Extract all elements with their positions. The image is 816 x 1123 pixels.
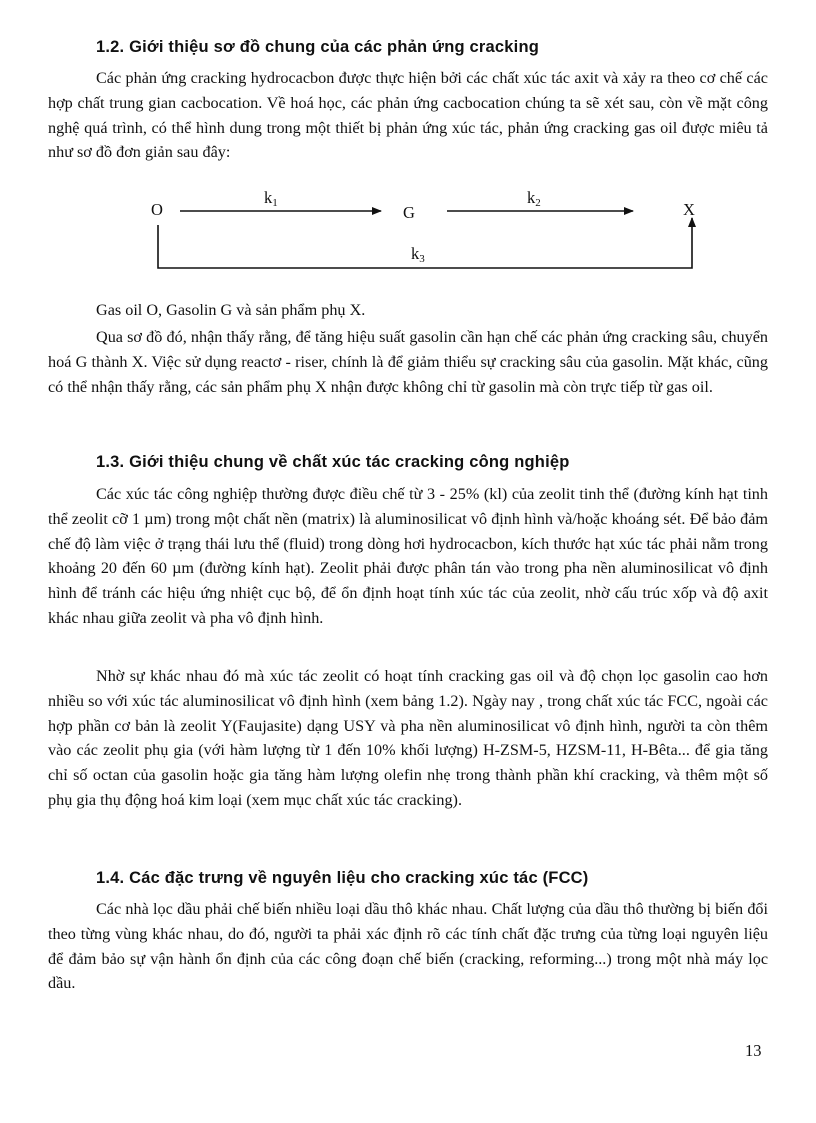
section-heading-1-3: 1.3. Giới thiệu chung về chất xúc tác cracking công nghiệp [96, 453, 570, 471]
rate-constant-k3 [411, 245, 425, 268]
k3-letter: k [411, 244, 420, 263]
k2-letter: k [527, 188, 536, 207]
k1-letter: k [264, 188, 273, 207]
section-heading-1-4: 1.4. Các đặc trưng về nguyên liệu cho cracking xúc tác (FCC) [96, 869, 589, 887]
k2-subscript: 2 [535, 197, 541, 209]
section-heading-1-2: 1.2. Giới thiệu sơ đồ chung của các phản ứng cracking [96, 38, 540, 56]
k3-subscript: 3 [419, 253, 425, 265]
node-byproduct: X [683, 200, 695, 219]
section-1-2-paragraph-2: Qua sơ đồ đó, nhận thấy rằng, để tăng hiệu suất gasolin cần hạn chế các phản ứng cracking sâu, chuyển hoá G thành X. Việc sử dụng reactơ - riser, chính là để giảm thiểu sự cracking sâu của gasolin. Mặt khác, cũng có thể nhận thấy rằng, các sản phẩm phụ X nhận được không chỉ từ gasolin mà còn trực tiếp từ gas oil. [48, 328, 768, 396]
diagram-legend: Gas oil O, Gasolin G và sản phẩm phụ X. [96, 301, 366, 319]
section-1-3-paragraph-1: Các xúc tác công nghiệp thường được điều chế từ 3 - 25% (kl) của zeolit tinh thể (đường kính hạt tinh thể zeolit cỡ 1 µm) trong một chất nền (matrix) là aluminosilicat vô định hình và/hoặc khoáng sét. Để bảo đảm chế độ làm việc ở trạng thái lưu thể (fluid) trong dòng hơi hydrocacbon, kích thước hạt xúc tác phải nằm trong khoảng 20 đến 60 µm (đường kính hạt). Zeolit phải được phân tán vào trong pha nền aluminosilicat vô định hình để tránh các hiệu ứng nhiệt cục bộ, để ổn định hoạt tính xúc tác của zeolit, nhờ cấu trúc xốp và độ axit khác nhau giữa zeolit và pha vô định hình. [48, 485, 768, 627]
k1-subscript: 1 [272, 197, 278, 209]
section-1-4-paragraph-1: Các nhà lọc dầu phải chế biến nhiều loại dầu thô khác nhau. Chất lượng của dầu thô thường bị biến đổi theo từng vùng khác nhau, do đó, người ta phải xác định rõ các tính chất đặc trưng của từng loại nguyên liệu để đảm bảo sự vận hành ổn định của các công đoạn chế biến (cracking, reforming...) trong một nhà máy lọc dầu. [48, 900, 768, 993]
arrow-o-to-x [158, 218, 692, 268]
rate-constant-k1 [264, 189, 278, 212]
node-gas-oil: O [151, 200, 163, 219]
rate-constant-k2 [527, 189, 541, 212]
section-1-2-paragraph-1: Các phản ứng cracking hydrocacbon được thực hiện bởi các chất xúc tác axit và xảy ra theo cơ chế các hợp chất trung gian cacbocation. Về hoá học, các phản ứng cacbocation chúng ta sẽ xét sau, còn về mặt công nghệ quá trình, có thể hình dung trong một thiết bị phản ứng xúc tác, phản ứng cracking gas oil được miêu tả như sơ đồ đơn giản sau đây: [48, 69, 768, 162]
page-number: 13 [745, 1041, 762, 1060]
node-gasolin: G [403, 203, 415, 222]
section-1-3-paragraph-2: Nhờ sự khác nhau đó mà xúc tác zeolit có hoạt tính cracking gas oil và độ chọn lọc gasolin cao hơn nhiều so với xúc tác aluminosilicat vô định hình (xem bảng 1.2). Ngày nay , trong chất xúc tác FCC, ngoài các hợp phần cơ bản là zeolit Y(Faujasite) dạng USY và pha nền aluminosilicat vô định hình, người ta còn thêm vào các zeolit phụ gia (với hàm lượng từ 1 đến 10% khối lượng) H-ZSM-5, HZSM-11, H-Bêta... để gia tăng chỉ số octan của gasolin hoặc gia tăng hàm lượng olefin nhẹ trong thành phần khí cracking, và thêm một số phụ gia thụ động hoá kim loại (xem mục chất xúc tác cracking). [48, 667, 768, 809]
